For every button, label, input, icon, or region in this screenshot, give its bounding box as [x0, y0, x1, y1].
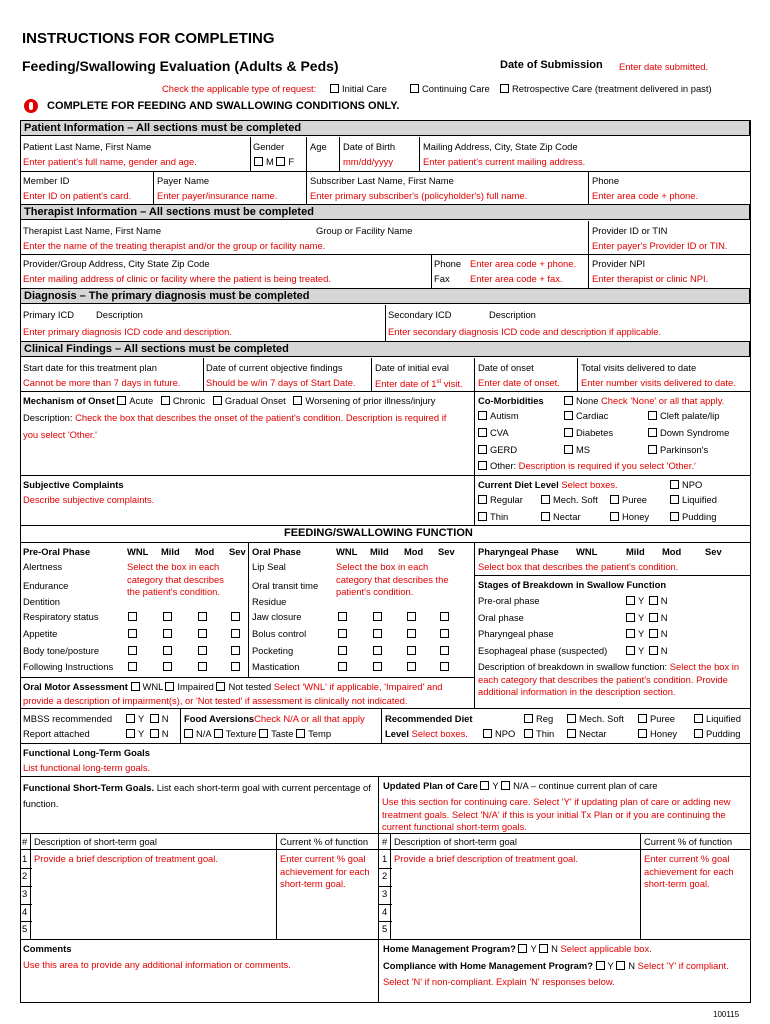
worsening-checkbox[interactable] — [293, 396, 302, 405]
food-temp-checkbox[interactable] — [296, 729, 305, 738]
oral-motor-row[interactable]: Oral Motor Assessment WNL Impaired Not tested Select 'WNL' if applicable, 'Impaired' and provide a description of impairment(s), or 'Not tested' if assessment is clinically not indicated. — [23, 681, 443, 706]
patient-name-hint[interactable]: Enter patient's full name, gender and age. — [23, 156, 197, 167]
report-label: Report attached — [23, 728, 90, 739]
none-option[interactable]: None Check 'None' or all that apply. — [564, 395, 724, 406]
objective-date-label: Date of current objective findings — [206, 362, 343, 373]
goal-pct-hint-2[interactable]: Enter current % goal achievement for each short-term goal. — [644, 853, 734, 889]
visits-label: Total visits delivered to date — [581, 362, 697, 373]
therapist-name-label: Therapist Last Name, First Name — [23, 225, 162, 236]
therapist-name-hint[interactable]: Enter the name of the treating therapist and/or the group or facility name. — [23, 240, 326, 251]
chronic-checkbox[interactable] — [161, 396, 170, 405]
oral-sev: Sev — [438, 546, 455, 557]
goal-1-hint[interactable]: Provide a brief description of treatment goal. — [34, 853, 218, 864]
stage-n-checkbox[interactable] — [649, 629, 658, 638]
level-row: Level Select boxes. — [385, 728, 468, 739]
mechanism-row: Mechanism of Onset Acute Chronic Gradual Onset Worsening of prior illness/injury — [23, 395, 436, 406]
diet-puree-option[interactable]: Puree — [610, 494, 647, 505]
submission-hint[interactable]: Enter date submitted. — [619, 61, 709, 72]
pre-oral-item: Alertness — [23, 561, 63, 572]
initial-eval-hint[interactable]: Enter date of 1st visit. — [375, 378, 463, 390]
recommended-diet-label: Recommended Diet — [385, 713, 473, 724]
group-label: Group or Facility Name — [316, 225, 413, 236]
oral-severity-checkbox[interactable] — [373, 612, 382, 621]
member-id-label: Member ID — [23, 175, 70, 186]
pre-oral-item: Appetite — [23, 628, 58, 639]
food-texture-checkbox[interactable] — [214, 729, 223, 738]
pre-oral-sev: Sev — [229, 546, 246, 557]
goal-row-number-2: 4 — [382, 906, 388, 917]
long-term-goals-label: Functional Long-Term Goals — [23, 747, 150, 758]
pre-oral-severity-checkbox[interactable] — [231, 629, 240, 638]
goal-row-number-2: 2 — [382, 870, 388, 881]
gerd-checkbox[interactable] — [478, 445, 487, 454]
pre-oral-severity-checkbox[interactable] — [198, 646, 207, 655]
subjective-hint[interactable]: Describe subjective complaints. — [23, 494, 155, 505]
mechanism-description[interactable]: Description: Check the box that describes the onset of the patient's condition. Description is required if you select 'Other.' — [23, 412, 447, 440]
rec-mechsoft-option[interactable]: Mech. Soft — [567, 713, 624, 724]
goal-row-number: 5 — [22, 923, 28, 934]
diet-liquified-checkbox[interactable] — [670, 495, 679, 504]
goal-row-number-2: 3 — [382, 888, 388, 899]
ms-option[interactable]: MS — [564, 444, 590, 455]
request-initial[interactable]: Initial Care — [330, 83, 387, 94]
goal-pct-header: Current % of function — [280, 836, 369, 847]
rec-reg-option[interactable]: Reg — [524, 713, 553, 724]
hmp-row[interactable]: Home Management Program? Y N Select applicable box. — [383, 943, 652, 954]
pharyngeal-mod: Mod — [662, 546, 682, 557]
provider-fax-label: Fax — [434, 273, 450, 284]
retro-care-checkbox[interactable] — [500, 84, 509, 93]
stage-item: Esophageal phase (suspected) — [478, 645, 608, 656]
diabetes-option[interactable]: Diabetes — [564, 427, 613, 438]
initial-care-checkbox[interactable] — [330, 84, 339, 93]
food-na-checkbox[interactable] — [184, 729, 193, 738]
rec-npo-option[interactable]: NPO — [483, 728, 515, 739]
pre-oral-severity-checkbox[interactable] — [163, 646, 172, 655]
rec-puree-checkbox[interactable] — [638, 714, 647, 723]
acute-checkbox[interactable] — [117, 396, 126, 405]
oma-not-tested-checkbox[interactable] — [216, 682, 225, 691]
rec-honey-checkbox[interactable] — [638, 729, 647, 738]
provider-phone-label: Phone — [434, 258, 462, 269]
goal-desc-header: Description of short-term goal — [34, 836, 157, 847]
secondary-diagnosis-hint[interactable]: Enter secondary diagnosis ICD code and description if applicable. — [388, 326, 662, 337]
diet-regular-checkbox[interactable] — [478, 495, 487, 504]
stage-y-checkbox[interactable] — [626, 613, 635, 622]
comments-hint[interactable]: Use this area to provide any additional information or comments. — [23, 959, 291, 970]
mbss-options[interactable]: Y N — [126, 713, 168, 724]
report-options[interactable]: Y N — [126, 728, 168, 739]
oral-severity-checkbox[interactable] — [338, 646, 347, 655]
continuing-care-checkbox[interactable] — [410, 84, 419, 93]
patient-header: Patient Information – All sections must be completed — [20, 120, 750, 136]
pre-oral-severity-checkbox[interactable] — [128, 662, 137, 671]
diet-nectar-checkbox[interactable] — [541, 512, 550, 521]
stage-yn[interactable]: Y N — [626, 595, 667, 606]
subjective-label: Subjective Complaints — [23, 479, 124, 490]
stage-yn[interactable]: Y N — [626, 628, 667, 639]
oral-severity-checkbox[interactable] — [440, 612, 449, 621]
request-retro[interactable]: Retrospective Care (treatment delivered in past) — [500, 83, 712, 94]
cva-checkbox[interactable] — [478, 428, 487, 437]
oral-hint: Select the box in each category that describes the patient's condition. — [336, 561, 449, 597]
oral-severity-checkbox[interactable] — [440, 629, 449, 638]
npi-hint[interactable]: Enter therapist or clinic NPI. — [592, 273, 709, 284]
pre-oral-item: Respiratory status — [23, 611, 99, 622]
pre-oral-item: Body tone/posture — [23, 645, 100, 656]
rec-thin-option[interactable]: Thin — [524, 728, 554, 739]
oma-impaired-checkbox[interactable] — [165, 682, 174, 691]
gender-options[interactable]: M F — [254, 156, 294, 167]
rec-liquified-option[interactable]: Liquified — [694, 713, 741, 724]
pre-oral-severity-checkbox[interactable] — [128, 612, 137, 621]
dob-hint[interactable]: mm/dd/yyyy — [343, 156, 394, 167]
oral-severity-checkbox[interactable] — [338, 612, 347, 621]
onset-date-label: Date of onset — [478, 362, 534, 373]
report-n-checkbox[interactable] — [150, 729, 159, 738]
oral-mild: Mild — [370, 546, 389, 557]
diet-pudding-option[interactable]: Pudding — [670, 511, 716, 522]
oral-item: Oral transit time — [252, 580, 319, 591]
stage-y-checkbox[interactable] — [626, 596, 635, 605]
report-y-checkbox[interactable] — [126, 729, 135, 738]
provider-address-label: Provider/Group Address, City State Zip Code — [23, 258, 210, 269]
notice-text: COMPLETE FOR FEEDING AND SWALLOWING CONDITIONS ONLY. — [47, 100, 400, 112]
oral-item: Jaw closure — [252, 611, 302, 622]
diet-regular-option[interactable]: Regular — [478, 494, 523, 505]
visits-hint[interactable]: Enter number visits delivered to date. — [581, 377, 736, 388]
autism-checkbox[interactable] — [478, 411, 487, 420]
pharyngeal-sev: Sev — [705, 546, 722, 557]
rec-liquified-checkbox[interactable] — [694, 714, 703, 723]
diet-npo-checkbox[interactable] — [670, 480, 679, 489]
updated-na-checkbox[interactable] — [501, 781, 510, 790]
oral-item: Mastication — [252, 661, 300, 672]
gerd-option[interactable]: GERD — [478, 444, 517, 455]
cleft-option[interactable]: Cleft palate/lip — [648, 410, 719, 421]
diet-honey-checkbox[interactable] — [610, 512, 619, 521]
goal-row-number: 2 — [22, 870, 28, 881]
cardiac-option[interactable]: Cardiac — [564, 410, 608, 421]
subscriber-hint[interactable]: Enter primary subscriber's (policyholder's) full name. — [310, 190, 528, 201]
rec-nectar-checkbox[interactable] — [567, 729, 576, 738]
primary-icd-label: Primary ICD — [23, 309, 75, 320]
diet-puree-checkbox[interactable] — [610, 495, 619, 504]
oral-severity-checkbox[interactable] — [407, 646, 416, 655]
diet-mechsoft-checkbox[interactable] — [541, 495, 550, 504]
pre-oral-item: Following Instructions — [23, 661, 114, 672]
oral-phase-header: Oral Phase — [252, 546, 301, 557]
onset-date-hint[interactable]: Enter date of onset. — [478, 377, 560, 388]
provider-id-label: Provider ID or TIN — [592, 225, 668, 236]
short-term-goals-label: Functional Short-Term Goals. List each short-term goal with current percentage of function. — [23, 782, 371, 809]
pre-oral-severity-checkbox[interactable] — [198, 662, 207, 671]
oral-mod: Mod — [404, 546, 424, 557]
oral-severity-checkbox[interactable] — [373, 646, 382, 655]
oral-item: Bolus control — [252, 628, 307, 639]
updated-plan-hint: Use this section for continuing care. Select 'Y' if updating plan of care or adding new treatment goals. Select 'N/A' if this is your initial Tx Plan or if you are continuing the current functional short-term goals. — [382, 796, 731, 832]
request-continuing[interactable]: Continuing Care — [410, 83, 490, 94]
ms-checkbox[interactable] — [564, 445, 573, 454]
updated-y-checkbox[interactable] — [480, 781, 489, 790]
initial-eval-label: Date of initial eval — [375, 362, 449, 373]
provider-address-hint[interactable]: Enter mailing address of clinic or facility where the patient is being treated. — [23, 273, 331, 284]
patient-name-label: Patient Last Name, First Name — [23, 141, 152, 152]
goal-1-hint-2[interactable]: Provide a brief description of treatment goal. — [394, 853, 578, 864]
mbss-label: MBSS recommended — [23, 713, 113, 724]
pharyngeal-header: Pharyngeal Phase — [478, 546, 559, 557]
request-hint: Check the applicable type of request: — [162, 83, 317, 94]
stage-yn[interactable]: Y N — [626, 612, 667, 623]
gender-f-checkbox[interactable] — [276, 157, 285, 166]
cva-option[interactable]: CVA — [478, 427, 509, 438]
rec-pudding-option[interactable]: Pudding — [694, 728, 740, 739]
stage-n-checkbox[interactable] — [649, 646, 658, 655]
pre-oral-item: Dentition — [23, 596, 61, 607]
page-title: INSTRUCTIONS FOR COMPLETING — [22, 30, 275, 47]
payer-hint[interactable]: Enter payer/insurance name. — [157, 190, 278, 201]
oma-wnl-checkbox[interactable] — [131, 682, 140, 691]
secondary-icd-label: Secondary ICD — [388, 309, 452, 320]
stages-label: Stages of Breakdown in Swallow Function — [478, 579, 667, 590]
cardiac-checkbox[interactable] — [564, 411, 573, 420]
pre-oral-severity-checkbox[interactable] — [163, 629, 172, 638]
food-taste-checkbox[interactable] — [259, 729, 268, 738]
parkinson-option[interactable]: Parkinson's — [648, 444, 708, 455]
stage-n-checkbox[interactable] — [649, 613, 658, 622]
comp-n-checkbox[interactable] — [616, 961, 625, 970]
oral-item: Pocketing — [252, 645, 294, 656]
objective-date-hint[interactable]: Should be w/in 7 days of Start Date. — [206, 377, 356, 388]
mbss-y-checkbox[interactable] — [126, 714, 135, 723]
pre-oral-severity-checkbox[interactable] — [198, 629, 207, 638]
oral-severity-checkbox[interactable] — [407, 629, 416, 638]
down-syndrome-checkbox[interactable] — [648, 428, 657, 437]
hmp-n-checkbox[interactable] — [539, 944, 548, 953]
none-checkbox[interactable] — [564, 396, 573, 405]
updated-plan-row[interactable]: Updated Plan of Care Y N/A – continue current plan of care — [383, 780, 658, 791]
diet-liquified-option[interactable]: Liquified — [670, 494, 717, 505]
rec-pudding-checkbox[interactable] — [694, 729, 703, 738]
primary-diagnosis-hint[interactable]: Enter primary diagnosis ICD code and description. — [23, 326, 232, 337]
goal-num-header-2: # — [382, 836, 388, 847]
goal-row-number: 3 — [22, 888, 28, 899]
payer-label: Payer Name — [157, 175, 210, 186]
pre-oral-item: Endurance — [23, 580, 69, 591]
goal-row-number: 1 — [22, 853, 28, 864]
provider-phone-hint[interactable]: Enter area code + phone. — [470, 258, 577, 269]
autism-option[interactable]: Autism — [478, 410, 519, 421]
npi-label: Provider NPI — [592, 258, 646, 269]
oral-item: Lip Seal — [252, 561, 286, 572]
pre-oral-severity-checkbox[interactable] — [231, 612, 240, 621]
subscriber-label: Subscriber Last Name, First Name — [310, 175, 454, 186]
oral-severity-checkbox[interactable] — [373, 662, 382, 671]
goal-pct-header-2: Current % of function — [644, 836, 733, 847]
diet-npo-option[interactable]: NPO — [670, 479, 702, 490]
goal-row-number: 4 — [22, 906, 28, 917]
clinical-header: Clinical Findings – All sections must be completed — [20, 341, 750, 357]
goal-num-header: # — [22, 836, 28, 847]
rec-nectar-option[interactable]: Nectar — [567, 728, 607, 739]
age-label: Age — [310, 141, 327, 152]
other-option[interactable]: Other: Description is required if you select 'Other.' — [478, 460, 696, 471]
gradual-checkbox[interactable] — [213, 396, 222, 405]
diet-level-row: Current Diet Level Select boxes. — [478, 479, 618, 490]
stage-item: Pre-oral phase — [478, 595, 540, 606]
oral-severity-checkbox[interactable] — [373, 629, 382, 638]
pharyngeal-wnl: WNL — [576, 546, 598, 557]
gender-label: Gender — [253, 141, 285, 152]
long-term-goals-hint[interactable]: List functional long-term goals. — [23, 762, 151, 773]
member-id-hint[interactable]: Enter ID on patient's card. — [23, 190, 132, 201]
diagnosis-header: Diagnosis – The primary diagnosis must be completed — [20, 288, 750, 304]
start-date-hint[interactable]: Cannot be more than 7 days in future. — [23, 377, 181, 388]
pharyngeal-hint: Select box that describes the patient's condition. — [478, 561, 679, 572]
pre-oral-severity-checkbox[interactable] — [198, 612, 207, 621]
secondary-desc-label: Description — [489, 309, 536, 320]
feeding-header: FEEDING/SWALLOWING FUNCTION — [284, 527, 473, 539]
pre-oral-wnl: WNL — [127, 546, 149, 557]
submission-label: Date of Submission — [500, 59, 603, 71]
diet-thin-checkbox[interactable] — [478, 512, 487, 521]
other-checkbox[interactable] — [478, 461, 487, 470]
stage-y-checkbox[interactable] — [626, 629, 635, 638]
down-option[interactable]: Down Syndrome — [648, 427, 729, 438]
rec-npo-checkbox[interactable] — [483, 729, 492, 738]
primary-desc-label: Description — [96, 309, 143, 320]
pre-oral-severity-checkbox[interactable] — [163, 662, 172, 671]
pre-oral-severity-checkbox[interactable] — [163, 612, 172, 621]
mechanism-label: Mechanism of Onset — [23, 395, 115, 406]
patient-address-hint[interactable]: Enter patient's current mailing address. — [423, 156, 586, 167]
rec-reg-checkbox[interactable] — [524, 714, 533, 723]
diet-nectar-option[interactable]: Nectar — [541, 511, 581, 522]
rec-puree-option[interactable]: Puree — [638, 713, 675, 724]
therapist-header: Therapist Information – All sections must be completed — [20, 204, 750, 220]
pre-oral-severity-checkbox[interactable] — [231, 662, 240, 671]
patient-phone-hint[interactable]: Enter area code + phone. — [592, 190, 699, 201]
stage-item: Pharyngeal phase — [478, 628, 554, 639]
rec-honey-option[interactable]: Honey — [638, 728, 677, 739]
comments-label: Comments — [23, 943, 72, 954]
patient-phone-label: Phone — [592, 175, 620, 186]
oral-severity-checkbox[interactable] — [407, 612, 416, 621]
pre-oral-severity-checkbox[interactable] — [128, 629, 137, 638]
stage-yn[interactable]: Y N — [626, 645, 667, 656]
pharyngeal-mild: Mild — [626, 546, 645, 557]
pre-oral-severity-checkbox[interactable] — [128, 646, 137, 655]
oral-severity-checkbox[interactable] — [407, 662, 416, 671]
gender-m-checkbox[interactable] — [254, 157, 263, 166]
oral-wnl: WNL — [336, 546, 358, 557]
pre-oral-header: Pre-Oral Phase — [23, 546, 91, 557]
goal-pct-hint[interactable]: Enter current % goal achievement for each short-term goal. — [280, 853, 370, 889]
pre-oral-mild: Mild — [161, 546, 180, 557]
form-subtitle: Feeding/Swallowing Evaluation (Adults & Peds) — [22, 58, 339, 74]
goal-desc-header-2: Description of short-term goal — [394, 836, 517, 847]
stage-y-checkbox[interactable] — [626, 646, 635, 655]
stage-item: Oral phase — [478, 612, 524, 623]
compliance-row[interactable]: Compliance with Home Management Program? Y N Select 'Y' if compliant. Select 'N' if non-compliant. Explain 'N' responses below. — [383, 960, 729, 987]
provider-fax-hint[interactable]: Enter area code + fax. — [470, 273, 563, 284]
goal-row-number-2: 5 — [382, 923, 388, 934]
comp-y-checkbox[interactable] — [596, 961, 605, 970]
oral-severity-checkbox[interactable] — [440, 646, 449, 655]
cleft-checkbox[interactable] — [648, 411, 657, 420]
diet-honey-option[interactable]: Honey — [610, 511, 649, 522]
form-code: 100115 — [713, 1010, 740, 1019]
oral-severity-checkbox[interactable] — [338, 662, 347, 671]
parkinson-checkbox[interactable] — [648, 445, 657, 454]
comorbidities-label: Co-Morbidities — [478, 395, 544, 406]
breakdown-description[interactable]: Description of breakdown in swallow function: Select the box in each category that describes the patient's condition. Provide additional information in the description section. — [478, 661, 740, 697]
rec-mechsoft-checkbox[interactable] — [567, 714, 576, 723]
oral-severity-checkbox[interactable] — [440, 662, 449, 671]
oral-severity-checkbox[interactable] — [338, 629, 347, 638]
provider-id-hint[interactable]: Enter payer's Provider ID or TIN. — [592, 240, 728, 251]
pre-oral-severity-checkbox[interactable] — [231, 646, 240, 655]
stage-n-checkbox[interactable] — [649, 596, 658, 605]
goal-row-number-2: 1 — [382, 853, 388, 864]
diet-mechsoft-option[interactable]: Mech. Soft — [541, 494, 598, 505]
hmp-y-checkbox[interactable] — [518, 944, 527, 953]
patient-address-label: Mailing Address, City, State Zip Code — [423, 141, 578, 152]
diet-pudding-checkbox[interactable] — [670, 512, 679, 521]
mbss-n-checkbox[interactable] — [150, 714, 159, 723]
diabetes-checkbox[interactable] — [564, 428, 573, 437]
diet-thin-option[interactable]: Thin — [478, 511, 508, 522]
food-aversions-row: Food AversionsCheck N/A or all that apply — [184, 713, 365, 724]
pre-oral-mod: Mod — [195, 546, 215, 557]
food-aversion-options[interactable]: N/A Texture Taste Temp — [184, 728, 331, 739]
start-date-label: Start date for this treatment plan — [23, 362, 157, 373]
pre-oral-hint: Select the box in each category that describes the patient's condition. — [127, 561, 224, 597]
oral-item: Residue — [252, 596, 287, 607]
rec-thin-checkbox[interactable] — [524, 729, 533, 738]
warning-icon — [24, 99, 38, 113]
dob-label: Date of Birth — [343, 141, 396, 152]
